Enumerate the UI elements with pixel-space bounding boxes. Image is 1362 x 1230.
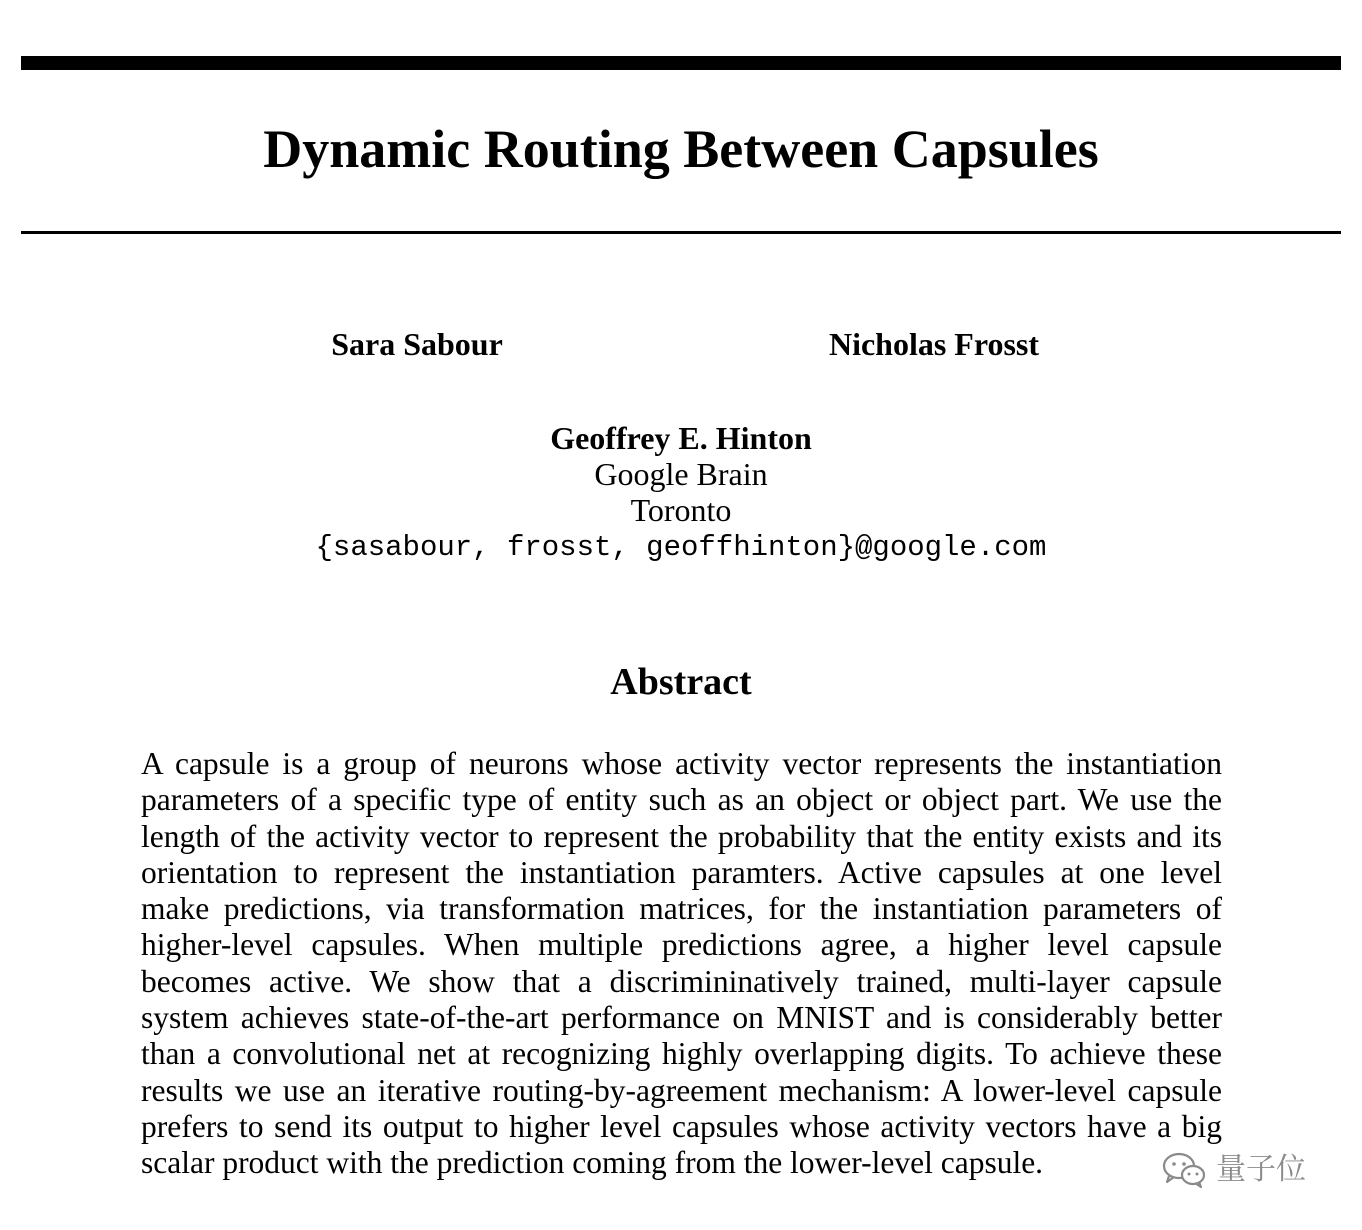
author-geoffrey-hinton: Geoffrey E. Hinton [550, 420, 812, 456]
abstract-line: scalar product with the prediction coming from the lower-level capsule. [141, 1145, 1044, 1181]
abstract-line: orientation to represent the instantiation paramters. Active capsules at one level [141, 854, 1222, 890]
abstract-line: length of the activity vector to represent the probability that the entity exists and its [141, 818, 1222, 854]
abstract-line: A capsule is a group of neurons whose activity vector represents the instantiation [141, 746, 1222, 781]
abstract-line: results we use an iterative routing-by-agreement mechanism: A lower-level capsule [141, 1072, 1222, 1108]
abstract-line: becomes active. We show that a discrimininatively trained, multi-layer capsule [141, 963, 1222, 999]
author-nicholas-frosst: Nicholas Frosst [828, 326, 1040, 362]
abstract-line: make predictions, via transformation matrices, for the instantiation parameters of [141, 891, 1222, 927]
location: Toronto [630, 492, 732, 528]
affiliation: Google Brain [594, 456, 768, 492]
watermark [1160, 1150, 1306, 1190]
top-thick-rule [21, 56, 1341, 70]
abstract-body [141, 746, 1222, 1182]
abstract-line: than a convolutional net at recognizing highly overlapping digits. To achieve these [141, 1036, 1222, 1072]
author-emails: {sasabour, frosst, geoffhinton}@google.com [315, 531, 1047, 564]
abstract-line: higher-level capsules. When multiple predictions agree, a higher level capsule [141, 927, 1222, 963]
wechat-icon [1160, 1150, 1208, 1190]
abstract-line: system achieves state-of-the-art performance on MNIST and is considerably better [141, 1000, 1222, 1036]
abstract-line: parameters of a specific type of entity such as an object or object part. We use the [141, 782, 1222, 818]
author-sara-sabour: Sara Sabour [331, 326, 503, 362]
watermark-text: 量子位 [1216, 1152, 1306, 1187]
title-bottom-rule [21, 231, 1341, 234]
paper-title: Dynamic Routing Between Capsules [263, 119, 1099, 179]
abstract-line: prefers to send its output to higher level capsules whose activity vectors have a big [141, 1108, 1222, 1144]
abstract-heading: Abstract [610, 661, 752, 703]
